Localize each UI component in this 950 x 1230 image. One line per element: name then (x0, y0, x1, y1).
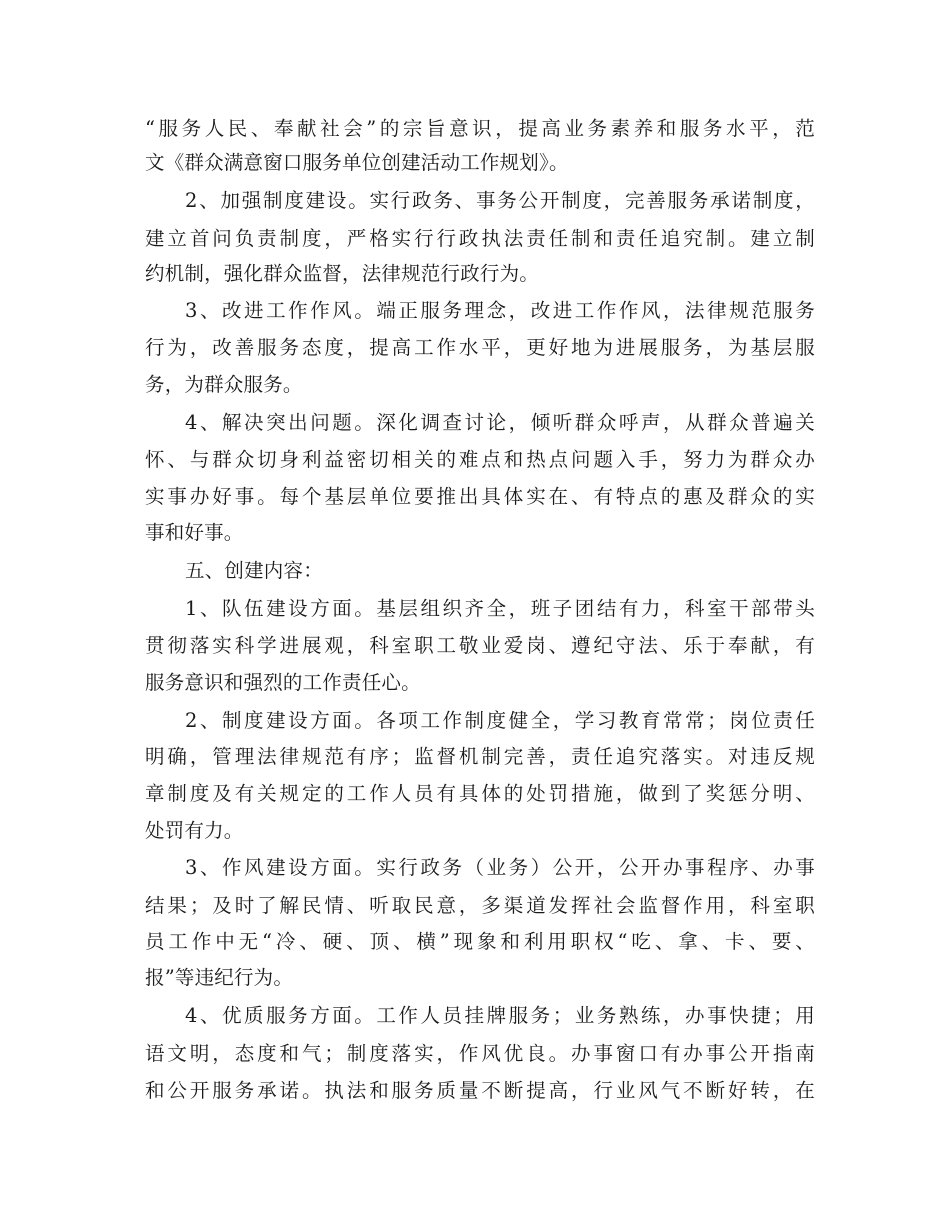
text-line: 行为，改善服务态度，提高工作水平，更好地为进展服务，为基层服 (145, 336, 815, 359)
text-line: 和公开服务承诺。执法和服务质量不断提高，行业风气不断好转，在 (145, 1079, 815, 1102)
text-line: 明确，管理法律规范有序；监督机制完善，责任追究落实。对违反规 (145, 745, 815, 768)
text-line: 语文明，态度和气；制度落实，作风优良。办事窗口有办事公开指南 (145, 1042, 815, 1065)
text-line: 务，为群众服务。 (145, 373, 303, 396)
text-line: 4、解决突出问题。深化调查讨论，倾听群众呼声，从群众普遍关 (185, 411, 815, 434)
text-line: 章制度及有关规定的工作人员有具体的处罚措施，做到了奖惩分明、 (145, 782, 815, 805)
text-line: 3、作风建设方面。实行政务（业务）公开，公开办事程序、办事 (185, 856, 815, 879)
text-line: “服务人民、奉献社会”的宗旨意识，提高业务素养和服务水平，范 (145, 117, 815, 140)
text-line: 贯彻落实科学进展观，科室职工敬业爱岗、遵纪守法、乐于奉献，有 (145, 634, 815, 657)
text-line: 服务意识和强烈的工作责任心。 (145, 671, 421, 694)
text-line: 文《群众满意窗口服务单位创建活动工作规划》。 (145, 151, 569, 174)
section-heading: 五、创建内容： (185, 559, 323, 582)
text-line: 实事办好事。每个基层单位要推出具体实在、有特点的惠及群众的实 (145, 485, 815, 508)
text-line: 4、优质服务方面。工作人员挂牌服务；业务熟练，办事快捷；用 (185, 1004, 815, 1027)
text-line: 2、加强制度建设。实行政务、事务公开制度，完善服务承诺制度， (185, 189, 815, 212)
text-line: 事和好事。 (145, 521, 244, 544)
text-line: 结果；及时了解民情、听取民意，多渠道发挥社会监督作用，科室职 (145, 894, 815, 917)
text-line: 建立首问负责制度，严格实行行政执法责任制和责任追究制。建立制 (145, 227, 815, 250)
text-line: 报”等违纪行为。 (145, 966, 294, 989)
text-line: 3、改进工作作风。端正服务理念，改进工作作风，法律规范服务 (185, 299, 815, 322)
text-line: 约机制，强化群众监督，法律规范行政行为。 (145, 262, 540, 285)
text-line: 1、队伍建设方面。基层组织齐全，班子团结有力，科室干部带头 (185, 597, 815, 620)
text-line: 员工作中无“冷、硬、顶、横”现象和利用职权“吃、拿、卡、要、 (145, 930, 815, 953)
text-line: 怀、与群众切身利益密切相关的难点和热点问题入手，努力为群众办 (145, 448, 815, 471)
text-line: 处罚有力。 (145, 819, 244, 842)
text-line: 2、制度建设方面。各项工作制度健全，学习教育常常；岗位责任 (185, 709, 815, 732)
